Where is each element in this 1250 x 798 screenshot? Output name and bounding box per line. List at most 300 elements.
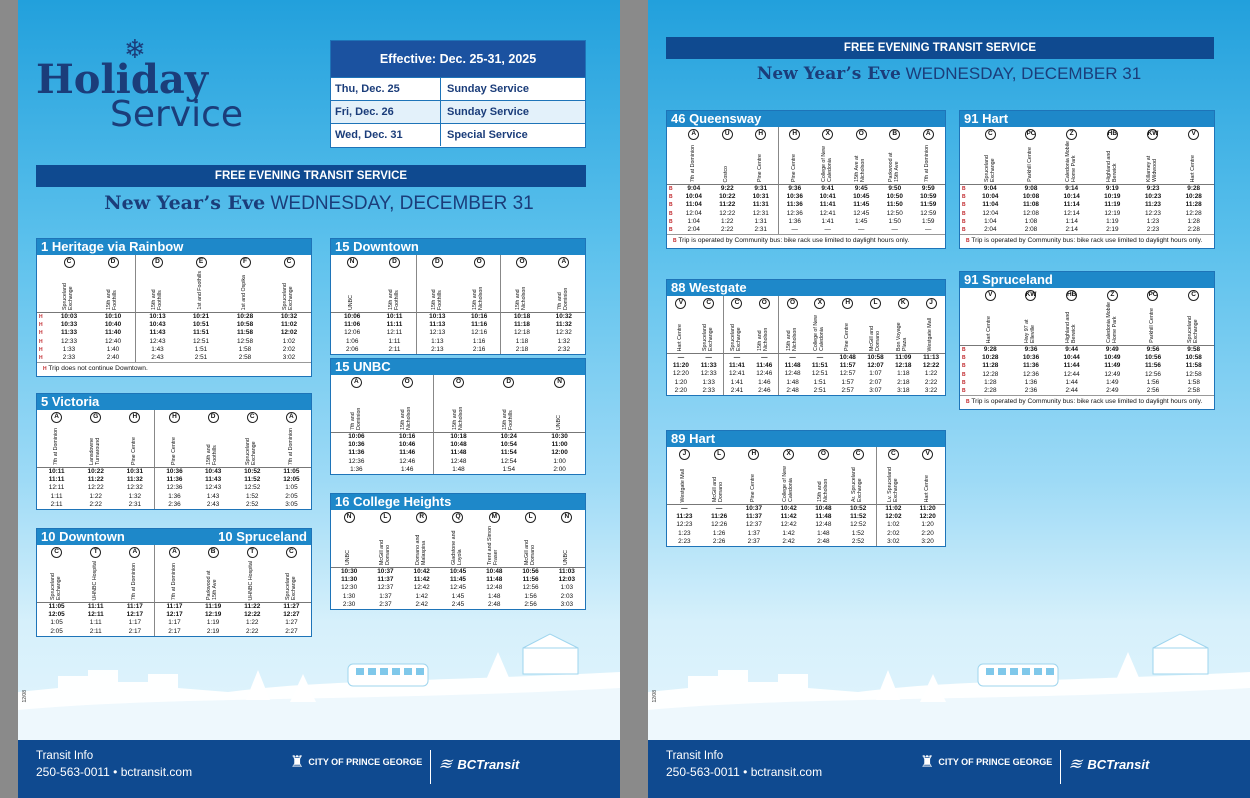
stop-header bbox=[1133, 141, 1174, 185]
stop-header bbox=[483, 389, 534, 433]
stop-name: Gladstone and Loyola bbox=[451, 530, 463, 565]
timetable-grid bbox=[331, 375, 585, 474]
time-cell: 12:56 bbox=[1144, 370, 1161, 378]
stop-code: D bbox=[152, 257, 163, 268]
route-name: 16 College Heights bbox=[335, 494, 452, 509]
stop-code: C bbox=[888, 449, 899, 460]
time-cell: 2:08 bbox=[1024, 226, 1038, 234]
time-cell: 2:27 bbox=[285, 627, 298, 635]
time-cell: 11:19 bbox=[1104, 201, 1121, 209]
time-cell: 12:41 bbox=[819, 209, 836, 217]
stop-name: 7th at Dominion bbox=[689, 144, 696, 182]
time-cell: 9:23 bbox=[1146, 185, 1160, 192]
time-cell: 12:23 bbox=[676, 521, 693, 529]
time-cell: 11:17 bbox=[154, 603, 193, 611]
stop-name: UHNBC Hospital bbox=[91, 560, 98, 600]
time-cell: 11:45 bbox=[449, 576, 466, 584]
stop-header bbox=[970, 302, 1011, 346]
stop-name: 1st and Foothills bbox=[197, 271, 204, 310]
stop-code: R bbox=[416, 512, 427, 523]
time-cell: 2:51 bbox=[813, 386, 827, 394]
time-cell: 2:40 bbox=[106, 354, 120, 362]
time-cell: 1:08 bbox=[1024, 217, 1038, 225]
time-cell: 11:04 bbox=[982, 201, 999, 209]
time-cell: 2:42 bbox=[415, 600, 428, 608]
stop-badge bbox=[440, 510, 476, 524]
time-cell: 2:48 bbox=[817, 537, 830, 545]
print-code: 12/08 bbox=[22, 690, 28, 703]
route-name: 15 UNBC bbox=[335, 359, 391, 374]
time-cell: 10:32 bbox=[280, 313, 298, 320]
time-cell: 1:43 bbox=[206, 492, 220, 500]
stop-code: V bbox=[675, 298, 686, 309]
trip-marker: B bbox=[962, 210, 966, 217]
time-cell: 9:31 bbox=[754, 185, 768, 192]
stop-code: PC bbox=[1147, 290, 1158, 301]
stop-badge bbox=[223, 255, 267, 269]
time-cell: 10:14 bbox=[1063, 193, 1080, 201]
stop-badge bbox=[331, 510, 367, 524]
stop-badge bbox=[806, 296, 834, 310]
route-name: 88 Westgate bbox=[671, 280, 747, 295]
stop-badge bbox=[778, 296, 806, 310]
timetable-grid bbox=[667, 296, 945, 395]
stop-header bbox=[912, 141, 946, 185]
time-cell: 12:48 bbox=[433, 458, 484, 466]
time-cell: 10:50 bbox=[886, 193, 903, 201]
time-cell: 1:36 bbox=[350, 465, 363, 473]
time-cell: 2:22 bbox=[89, 500, 102, 508]
time-cell: 12:33 bbox=[61, 337, 77, 345]
time-cell: 12:42 bbox=[780, 521, 797, 529]
route-88-table bbox=[666, 279, 946, 396]
stop-code: V bbox=[1188, 129, 1199, 140]
stop-name: Pine Centre bbox=[130, 437, 137, 465]
stop-badge bbox=[1051, 127, 1092, 141]
time-cell: 12:48 bbox=[815, 521, 832, 529]
stop-header bbox=[440, 524, 476, 568]
stop-name: 15th and Nicholson bbox=[400, 406, 413, 430]
stop-header bbox=[76, 424, 115, 468]
time-cell: 12:52 bbox=[850, 521, 867, 529]
time-cell: 11:05 bbox=[283, 468, 300, 475]
time-cell: 1:56 bbox=[524, 592, 537, 600]
time-cell: 11:18 bbox=[500, 321, 542, 329]
route-name: 1 Heritage via Rainbow bbox=[41, 239, 184, 254]
time-cell: 10:37 bbox=[745, 505, 763, 512]
snowflake-icon: ❄ bbox=[124, 34, 146, 64]
stop-name: Parkwood at 15th Ave bbox=[206, 570, 219, 600]
stop-header bbox=[677, 141, 711, 185]
time-cell: 12:13 bbox=[416, 329, 458, 337]
stop-header bbox=[1011, 302, 1052, 346]
time-cell: 2:19 bbox=[1106, 226, 1119, 234]
time-cell: 1:46 bbox=[758, 378, 771, 386]
stop-code: O bbox=[787, 298, 798, 309]
time-cell: 11:28 bbox=[1185, 201, 1202, 209]
route-name: 10 Downtown bbox=[41, 529, 125, 544]
time-cell: 10:28 bbox=[1185, 193, 1202, 201]
time-cell: 3:02 bbox=[282, 354, 296, 362]
stop-name: Parkhill Centre bbox=[1149, 308, 1156, 343]
note-marker: B bbox=[966, 399, 970, 406]
time-cell: 2:23 bbox=[678, 537, 691, 545]
stop-name: 15th and Foothills bbox=[150, 289, 163, 310]
stop-code: A bbox=[286, 412, 297, 423]
stop-header bbox=[806, 310, 834, 354]
time-cell: 11:36 bbox=[154, 476, 193, 484]
stop-code: N bbox=[561, 512, 572, 523]
trip-marker: B bbox=[962, 371, 966, 378]
time-cell: 10:10 bbox=[104, 313, 122, 320]
time-cell: 2:31 bbox=[754, 226, 767, 234]
stop-badge bbox=[433, 375, 484, 389]
marker-spacer bbox=[960, 288, 970, 302]
time-cell: 12:05 bbox=[283, 476, 300, 484]
time-cell: 12:02 bbox=[280, 329, 298, 337]
time-cell: 10:43 bbox=[135, 321, 179, 329]
time-cell: — bbox=[723, 354, 751, 362]
time-cell: 11:40 bbox=[105, 329, 121, 337]
time-cell: 12:22 bbox=[87, 484, 104, 492]
stop-name: Highland and Berwick bbox=[1105, 150, 1118, 182]
time-cell: 10:19 bbox=[1104, 193, 1121, 201]
time-cell: 10:33 bbox=[60, 321, 78, 329]
time-cell: 11:51 bbox=[811, 362, 828, 370]
route-91-spruceland-table bbox=[959, 271, 1215, 410]
trip-marker: H bbox=[39, 346, 43, 353]
time-cell: 9:59 bbox=[921, 185, 935, 192]
time-cell: 1:02 bbox=[876, 521, 911, 529]
time-cell: 11:36 bbox=[348, 449, 365, 457]
stop-badge bbox=[862, 296, 890, 310]
time-cell: 10:41 bbox=[819, 193, 836, 201]
route-note bbox=[960, 234, 1214, 248]
route-1-table bbox=[36, 238, 312, 377]
time-cell: 1:42 bbox=[782, 529, 795, 537]
route-note bbox=[37, 362, 311, 376]
stop-code: C bbox=[731, 298, 742, 309]
time-cell: 12:44 bbox=[1063, 370, 1080, 378]
stop-code: A bbox=[923, 129, 934, 140]
stop-header bbox=[115, 559, 154, 603]
time-cell: 10:46 bbox=[399, 441, 416, 449]
stop-code: HB bbox=[1066, 290, 1077, 301]
timetable-grid bbox=[37, 545, 311, 636]
stop-code: O bbox=[402, 377, 413, 388]
time-cell: 12:36 bbox=[348, 457, 365, 465]
trip-marker: H bbox=[39, 314, 43, 320]
time-cell: 1:46 bbox=[400, 465, 414, 473]
time-cell: 10:24 bbox=[500, 433, 517, 440]
stop-header bbox=[512, 524, 548, 568]
time-cell: — bbox=[925, 226, 932, 234]
trip-marker: B bbox=[669, 227, 673, 234]
time-cell: 2:11 bbox=[89, 627, 102, 635]
time-cell: 11:56 bbox=[1144, 362, 1161, 370]
stop-badge bbox=[534, 375, 585, 389]
stop-name: UNBC bbox=[562, 549, 569, 565]
stop-name: Parkhill Centre bbox=[1027, 147, 1034, 182]
stop-code: H bbox=[842, 298, 853, 309]
stop-badge bbox=[1051, 288, 1092, 302]
subtitle-event: New Year’s Eve bbox=[756, 64, 901, 84]
stop-code: A bbox=[351, 377, 362, 388]
time-cell: 12:37 bbox=[745, 521, 762, 529]
marker-spacer bbox=[37, 269, 47, 313]
time-cell: 2:22 bbox=[721, 226, 734, 234]
stop-badge bbox=[272, 545, 311, 559]
time-cell: 12:28 bbox=[1185, 209, 1202, 217]
trip-marker: H bbox=[39, 338, 43, 345]
time-cell: 1:45 bbox=[451, 592, 465, 600]
time-cell: 1:57 bbox=[841, 378, 854, 386]
time-cell: 2:46 bbox=[758, 386, 771, 394]
time-cell: 2:02 bbox=[282, 345, 296, 353]
note-text: Trip does not continue Downtown. bbox=[48, 365, 148, 373]
time-cell: 12:48 bbox=[486, 584, 503, 592]
transit-info-contact[interactable]: 250-563-0011 • bctransit.com bbox=[36, 765, 193, 779]
route-title bbox=[37, 394, 311, 410]
time-cell: 11:48 bbox=[433, 449, 484, 457]
time-cell: 1:18 bbox=[500, 338, 542, 346]
route-name: 91 Hart bbox=[964, 111, 1009, 126]
stop-badge bbox=[876, 447, 911, 461]
trip-marker: B bbox=[962, 363, 966, 370]
marker-spacer bbox=[37, 255, 47, 269]
footer bbox=[648, 740, 1250, 798]
route-name: 5 Victoria bbox=[41, 394, 100, 409]
trip-marker: B bbox=[669, 186, 673, 192]
stop-name: Spruceland Exchange bbox=[49, 573, 62, 600]
stop-code: L bbox=[380, 512, 391, 523]
time-cell: 1:22 bbox=[246, 619, 259, 627]
time-cell: 1:28 bbox=[984, 378, 997, 386]
time-cell: 12:30 bbox=[341, 584, 358, 592]
route-title bbox=[667, 431, 945, 447]
time-cell: 2:13 bbox=[416, 346, 458, 354]
page-subtitle bbox=[18, 190, 620, 216]
stop-badge bbox=[500, 255, 542, 269]
time-cell: 11:08 bbox=[1022, 201, 1039, 209]
stop-code: O bbox=[759, 298, 770, 309]
time-cell: 1:52 bbox=[246, 492, 259, 500]
stop-code: H bbox=[129, 412, 140, 423]
time-cell: 12:43 bbox=[205, 484, 222, 492]
time-cell: 11:58 bbox=[237, 329, 253, 337]
stop-name: 7th and Dominion bbox=[557, 287, 569, 310]
time-cell: 1:33 bbox=[702, 378, 715, 386]
time-cell: 10:52 bbox=[849, 505, 867, 512]
stop-badge bbox=[115, 410, 154, 424]
stop-header bbox=[1092, 141, 1133, 185]
stop-header bbox=[47, 269, 91, 313]
stop-badge bbox=[744, 127, 778, 141]
time-cell: 11:58 bbox=[1185, 362, 1202, 370]
time-cell: 2:26 bbox=[712, 537, 726, 545]
time-cell: 12:52 bbox=[244, 484, 261, 492]
time-cell: 11:50 bbox=[886, 201, 903, 209]
stop-name: Caledonia Mobile Home Park bbox=[1105, 302, 1118, 343]
stop-badge bbox=[233, 545, 272, 559]
stop-header bbox=[811, 141, 845, 185]
time-cell: 11:37 bbox=[745, 513, 762, 521]
time-cell: 11:54 bbox=[500, 449, 517, 457]
time-cell: 10:03 bbox=[60, 313, 78, 320]
time-cell: 3:07 bbox=[869, 386, 882, 394]
time-cell: 1:03 bbox=[560, 584, 574, 592]
stop-code: L bbox=[870, 298, 881, 309]
time-cell: 1:16 bbox=[472, 337, 486, 345]
time-cell: 2:06 bbox=[345, 345, 359, 353]
trip-marker: B bbox=[669, 194, 673, 201]
time-cell: 12:02 bbox=[876, 513, 911, 521]
stop-code: C bbox=[64, 257, 75, 268]
stop-name: 15th and Foothills bbox=[501, 409, 514, 430]
time-cell: 2:52 bbox=[246, 500, 259, 508]
time-cell: 10:58 bbox=[1185, 354, 1202, 362]
timetable-grid bbox=[667, 127, 945, 234]
time-cell: 10:43 bbox=[204, 468, 222, 475]
time-cell: 2:48 bbox=[778, 387, 806, 395]
stop-code: N bbox=[344, 512, 355, 523]
footer bbox=[18, 740, 620, 798]
bctransit-name: BCTransit bbox=[457, 756, 520, 772]
timetable-grid bbox=[37, 410, 311, 509]
time-cell: 12:11 bbox=[386, 329, 403, 337]
time-cell: 12:37 bbox=[377, 584, 394, 592]
time-cell: 11:13 bbox=[923, 354, 940, 361]
stop-header bbox=[367, 524, 403, 568]
time-cell: 12:48 bbox=[778, 370, 806, 378]
stop-header bbox=[695, 310, 723, 354]
time-cell: 2:36 bbox=[1024, 387, 1038, 395]
time-cell: 9:14 bbox=[1065, 185, 1079, 192]
effective-row: Wed, Dec. 31 Special Service bbox=[331, 123, 585, 146]
route-title bbox=[960, 272, 1214, 288]
time-cell: 11:13 bbox=[416, 321, 458, 329]
time-cell: 2:30 bbox=[342, 600, 356, 608]
stop-header bbox=[272, 424, 311, 468]
time-cell: 10:21 bbox=[192, 313, 210, 320]
note-marker: B bbox=[673, 238, 677, 245]
stop-badge bbox=[811, 127, 845, 141]
time-cell: 1:42 bbox=[415, 592, 428, 600]
free-service-banner: FREE EVENING TRANSIT SERVICE bbox=[36, 165, 586, 187]
trip-marker: B bbox=[962, 218, 966, 225]
time-cell: 11:22 bbox=[244, 603, 261, 610]
time-cell: 2:45 bbox=[451, 600, 465, 608]
time-cell: 1:44 bbox=[1065, 378, 1078, 386]
time-cell: 11:52 bbox=[850, 513, 867, 521]
time-cell: 1:05 bbox=[50, 619, 63, 627]
time-cell: 10:04 bbox=[685, 193, 702, 201]
time-cell: 11:23 bbox=[676, 513, 693, 521]
time-cell: 2:36 bbox=[154, 501, 193, 509]
stop-name: 15th and Foothills bbox=[106, 289, 118, 310]
stop-header bbox=[711, 141, 745, 185]
time-cell: 11:05 bbox=[48, 603, 65, 610]
time-cell: 11:23 bbox=[1144, 201, 1161, 209]
stop-name: College of New Caledonia bbox=[813, 315, 825, 351]
stop-header bbox=[331, 389, 382, 433]
time-cell: 2:04 bbox=[984, 226, 997, 234]
time-cell: 12:03 bbox=[558, 576, 576, 584]
time-cell: 12:04 bbox=[685, 209, 702, 217]
stop-name: Spruceland Exchange bbox=[730, 324, 742, 351]
time-cell: 2:37 bbox=[747, 537, 761, 545]
trip-marker: H bbox=[39, 322, 43, 329]
transit-info-contact[interactable]: 250-563-0011 • bctransit.com bbox=[666, 765, 823, 779]
stop-header bbox=[1051, 141, 1092, 185]
stop-badge bbox=[135, 255, 179, 269]
time-cell: 2:22 bbox=[246, 627, 259, 635]
time-cell: 11:31 bbox=[752, 201, 769, 209]
stop-code: N bbox=[347, 257, 358, 268]
stop-code: X bbox=[814, 298, 825, 309]
stop-badge bbox=[194, 410, 233, 424]
stop-badge bbox=[1092, 288, 1133, 302]
time-cell: 12:33 bbox=[700, 370, 717, 378]
stop-code: C bbox=[853, 449, 864, 460]
stop-name: UNBC bbox=[345, 549, 352, 565]
stop-code: C bbox=[703, 298, 714, 309]
time-cell: 1:04 bbox=[687, 217, 700, 225]
stop-header bbox=[382, 389, 433, 433]
time-cell: 11:44 bbox=[1063, 362, 1080, 370]
stop-code: H bbox=[748, 449, 759, 460]
stop-badge bbox=[549, 510, 585, 524]
time-cell: 9:50 bbox=[888, 185, 902, 192]
stop-name: Hwy 97 at Elleville bbox=[1024, 319, 1036, 343]
time-cell: 1:45 bbox=[855, 217, 868, 225]
stop-badge bbox=[154, 410, 193, 424]
time-cell: 10:45 bbox=[449, 568, 467, 575]
time-cell: 1:22 bbox=[721, 217, 734, 225]
time-cell: 9:44 bbox=[1065, 346, 1079, 353]
stop-code: O bbox=[856, 129, 867, 140]
trip-marker: H bbox=[39, 355, 43, 362]
time-cell: 10:23 bbox=[1144, 193, 1162, 201]
time-cell: 11:56 bbox=[522, 576, 539, 584]
timetable-grid bbox=[960, 127, 1214, 234]
stop-header bbox=[91, 269, 135, 313]
route-title bbox=[331, 494, 585, 510]
time-cell: 10:13 bbox=[416, 313, 458, 321]
stop-badge bbox=[711, 127, 745, 141]
time-cell: 1:17 bbox=[154, 619, 193, 627]
stop-code: D bbox=[208, 412, 219, 423]
timetable-grid bbox=[667, 447, 945, 546]
time-cell: 1:20 bbox=[921, 521, 934, 529]
time-cell: 11:09 bbox=[895, 354, 912, 361]
time-cell: 12:11 bbox=[87, 611, 104, 619]
note-text: Trip is operated by Community bus: bike rack use limited to daylight hours only. bbox=[678, 237, 910, 245]
time-cell: 10:11 bbox=[48, 468, 65, 475]
stop-badge bbox=[1173, 127, 1214, 141]
time-cell: 11:02 bbox=[876, 505, 911, 513]
stop-code: B bbox=[889, 129, 900, 140]
time-cell: 12:45 bbox=[449, 584, 466, 592]
time-cell: 2:04 bbox=[687, 226, 700, 234]
time-cell: 2:52 bbox=[851, 537, 865, 545]
stop-name: Spruceland Exchange bbox=[245, 438, 258, 465]
time-cell: 10:52 bbox=[244, 468, 261, 475]
stop-header bbox=[331, 269, 373, 313]
time-cell: 9:41 bbox=[821, 185, 835, 192]
trip-marker: B bbox=[962, 388, 966, 395]
time-cell: 11:30 bbox=[341, 576, 358, 584]
